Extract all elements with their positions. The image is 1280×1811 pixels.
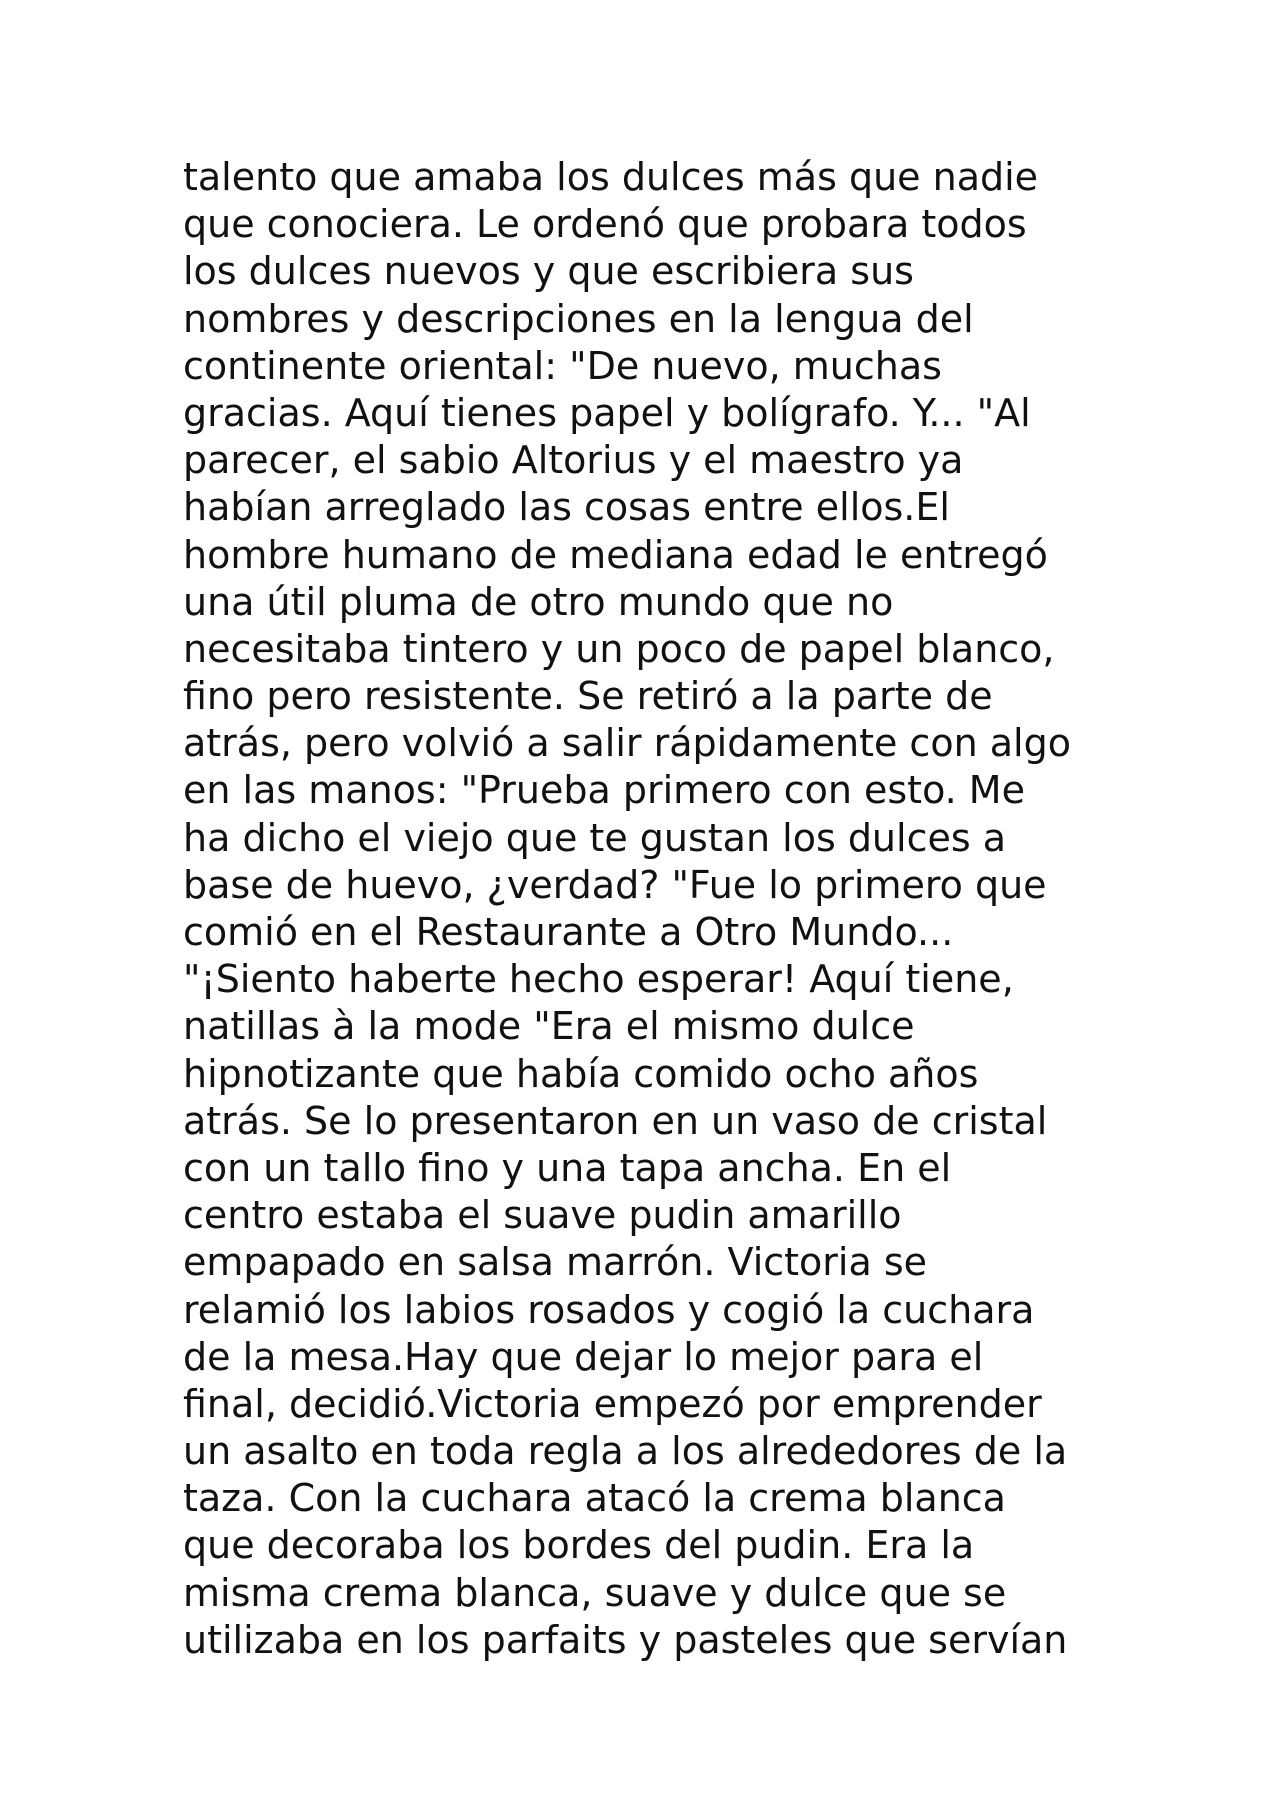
text-line: comió en el Restaurante a Otro Mundo... — [183, 910, 954, 954]
text-line: atrás, pero volvió a salir rápidamente con algo — [183, 721, 1071, 766]
text-line: habían arreglado las cosas entre ellos.El — [183, 485, 950, 530]
text-line: en las manos: "Prueba primero con esto. Me — [183, 768, 1025, 813]
text-line: empapado en salsa marrón. Victoria se — [183, 1240, 928, 1285]
text-line: fino pero resistente. Se retiró a la parte de — [183, 674, 993, 719]
text-line: "¡Siento haberte hecho esperar! Aquí tiene, — [183, 957, 1014, 1002]
text-line: gracias. Aquí tienes papel y bolígrafo. Y... "Al — [183, 390, 1031, 435]
text-line: nombres y descripciones en la lengua del — [183, 296, 974, 341]
text-line: natillas à la mode "Era el mismo dulce — [183, 1004, 915, 1049]
text-line: con un tallo fino y una tapa ancha. En el — [183, 1145, 952, 1190]
text-line: de la mesa.Hay que dejar lo mejor para el — [183, 1334, 984, 1379]
text-line: talento que amaba los dulces más que nadie — [183, 155, 1039, 199]
text-line: base de huevo, ¿verdad? "Fue lo primero que — [183, 862, 1047, 907]
text-line: centro estaba el suave pudin amarillo — [183, 1193, 902, 1238]
text-line: hipnotizante que había comido ocho años — [183, 1051, 979, 1096]
text-line: que decoraba los bordes del pudin. Era la — [183, 1523, 975, 1568]
text-line: utilizaba en los parfaits y pasteles que servían — [183, 1617, 1068, 1662]
text-line: atrás. Se lo presentaron en un vaso de cristal — [183, 1098, 1048, 1143]
text-line: ha dicho el viejo que te gustan los dulces a — [183, 815, 1007, 860]
text-line: los dulces nuevos y que escribiera sus — [183, 249, 914, 294]
text-line: necesitaba tintero y un poco de papel blanco, — [183, 626, 1055, 671]
text-line: un asalto en toda regla a los alrededores de la — [183, 1429, 1068, 1474]
text-line: una útil pluma de otro mundo que no — [183, 579, 894, 624]
text-line: continente oriental: "De nuevo, muchas — [183, 343, 942, 388]
text-line: relamió los labios rosados y cogió la cuchara — [183, 1287, 1035, 1332]
text-line: misma crema blanca, suave y dulce que se — [183, 1570, 1007, 1615]
text-line: que conociera. Le ordenó que probara todos — [183, 202, 1027, 247]
body-text — [183, 154, 1183, 1664]
text-line: final, decidió.Victoria empezó por emprender — [183, 1381, 1042, 1426]
text-line: taza. Con la cuchara atacó la crema blanca — [183, 1476, 1006, 1521]
text-line: hombre humano de mediana edad le entregó — [183, 532, 1048, 577]
text-line: parecer, el sabio Altorius y el maestro ya — [183, 438, 964, 483]
